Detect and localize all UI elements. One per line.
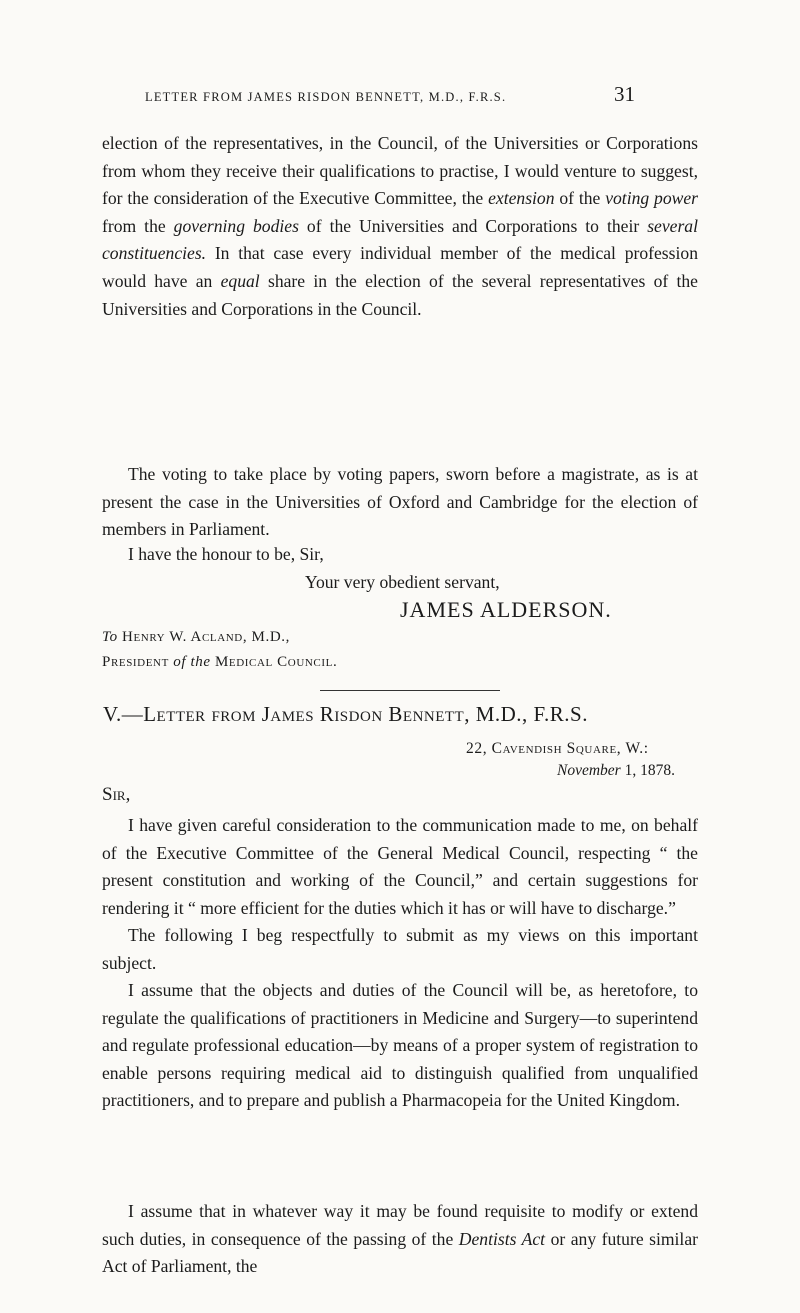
paragraph-assume: I assume that in whatever way it may be found requisite to modify or extend such duties, in consequence of the passing of the Dentists Act or any future similar Act of Parliament, the <box>102 1201 698 1277</box>
letter-date: November 1, 1878. <box>557 762 675 779</box>
closing-servant: Your very obedient servant, <box>305 572 500 592</box>
paragraph-election: election of the representatives, in the Council, of the Universities or Corporations from whom they receive their qualifications to practise, I would venture to suggest, for the consideration of the Executive Committee, the extension of the voting power from the governing bodies of the Universities and Corporations to their several constituencies. In that case every individual member of the medical profession would have an equal share in the election of the several representatives of the Universities and Corporations in the Council. <box>102 133 699 319</box>
closing-honour: I have the honour to be, Sir, <box>128 544 324 564</box>
salutation: Sir, <box>102 784 131 805</box>
addressee: To Henry W. Acland, M.D., President of the Medical Council. <box>102 629 338 670</box>
divider-rule <box>320 690 500 691</box>
paragraph-consideration: I have given careful consideration to the communication made to me, on behalf of the Executive Committee of the General Medical Council, respecting “ the present constitution and working of the Council,” and certain suggestions for rendering it “ more efficient for the duties which it has or will have to discharge.” <box>102 815 698 918</box>
paragraph-following: The following I beg respectfully to submit as my views on this important subject. <box>102 925 698 973</box>
running-title: LETTER FROM JAMES RISDON BENNETT, M.D., F.R.S. <box>145 90 507 104</box>
paragraph-voting: The voting to take place by voting papers, sworn before a magistrate, as is at present the case in the Universities of Oxford and Cambridge for the election of members in Parliament. <box>102 464 698 540</box>
signature: JAMES ALDERSON. <box>400 597 612 622</box>
sender-address: 22, Cavendish Square, W.: <box>466 740 649 757</box>
paragraph-objects: I assume that the objects and duties of the Council will be, as heretofore, to regulate the qualifications of practitioners in Medicine and Surgery—to superintend and regulate professional education—by means of a proper system of registration to enable persons requiring medical aid to distinguish qualified from unqualified practitioners, and to prepare and publish a Pharmacopeia for the United Kingdom. <box>102 980 698 1111</box>
letter-heading: V.—Letter from James Risdon Bennett, M.D., F.R.S. <box>103 702 588 726</box>
page-number: 31 <box>614 82 635 106</box>
